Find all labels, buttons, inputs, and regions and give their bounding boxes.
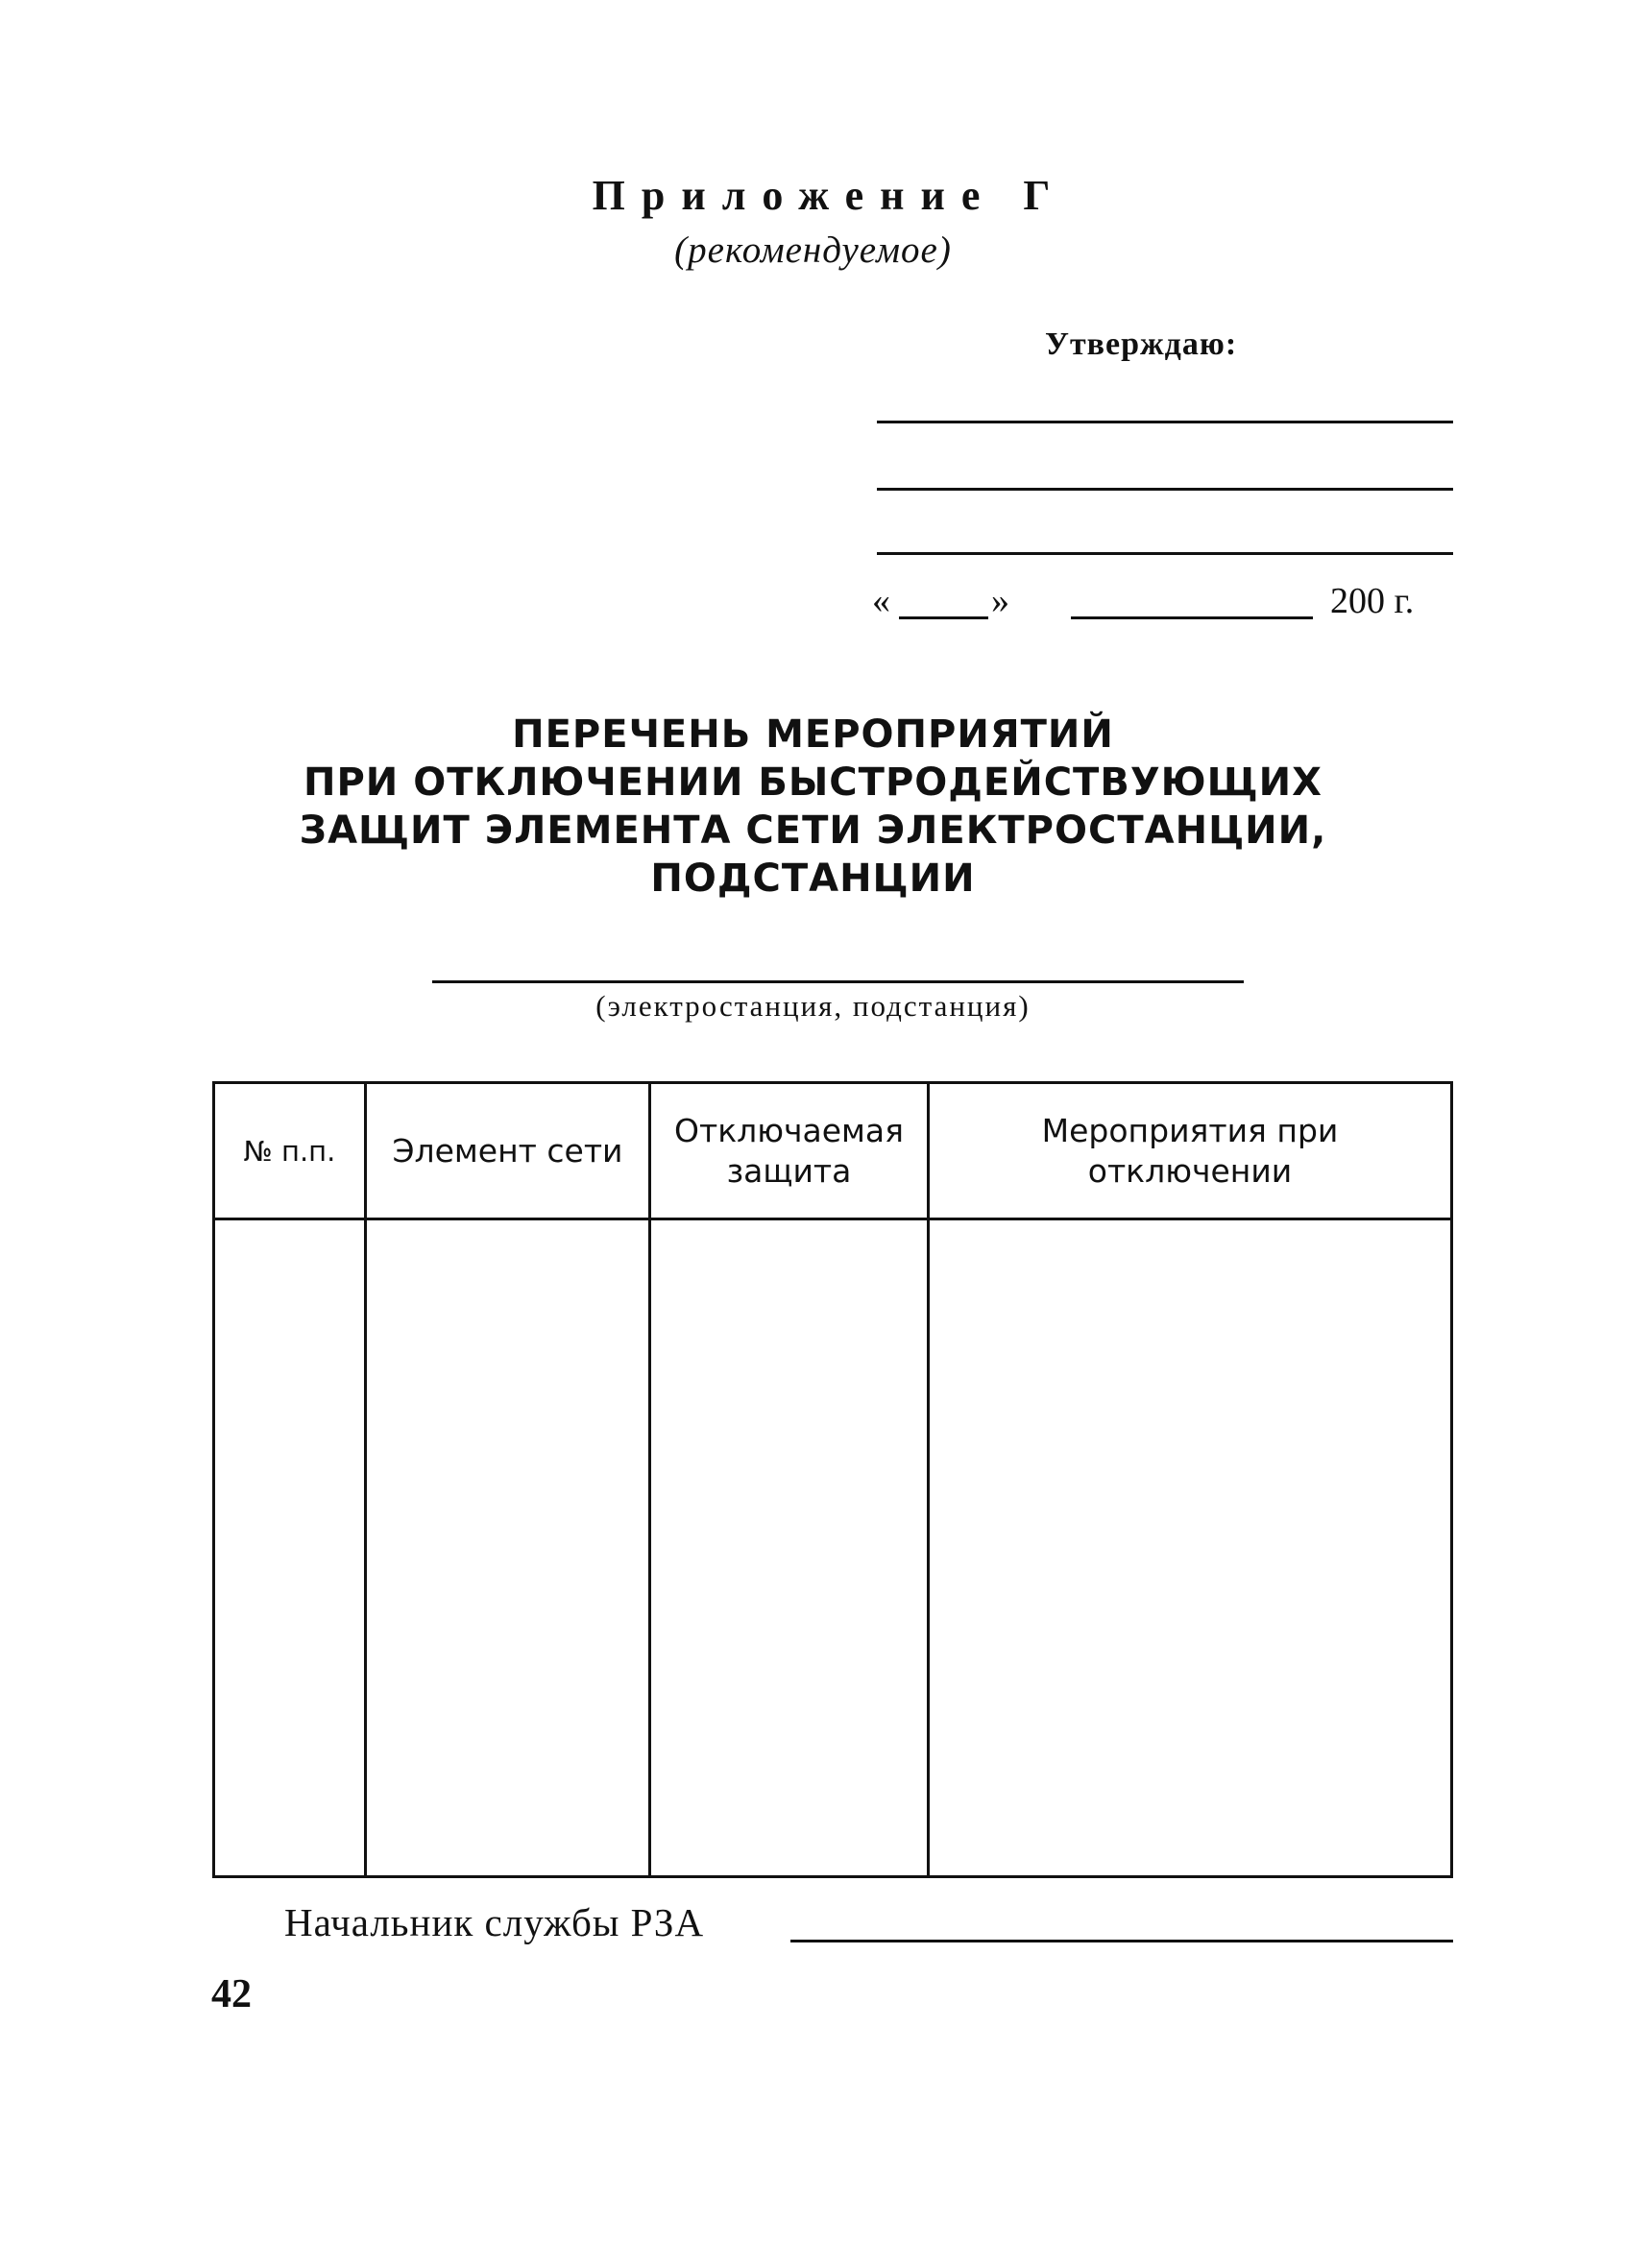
document-title [0, 711, 1626, 903]
date-month-field[interactable] [1071, 616, 1313, 619]
appendix-title: Приложение Г [592, 172, 1067, 219]
date-year: 200 г. [1330, 581, 1415, 621]
table-header-element: Элемент сети [392, 1131, 623, 1170]
approval-label: Утверждаю: [1045, 326, 1238, 362]
title-line-3: ЗАЩИТ ЭЛЕМЕНТА СЕТИ ЭЛЕКТРОСТАНЦИИ, [299, 808, 1327, 853]
table-header-number: № п.п. [243, 1134, 336, 1168]
approval-line-2[interactable] [877, 488, 1453, 491]
plant-name-field[interactable] [432, 980, 1244, 983]
date-day-field[interactable] [899, 616, 988, 619]
table-header-protection: Отключаемая защита [674, 1111, 904, 1190]
date-close-quote: » [991, 581, 1009, 621]
plant-caption: (электростанция, подстанция) [595, 989, 1031, 1023]
approval-line-1[interactable] [877, 421, 1453, 423]
appendix-subtitle: (рекомендуемое) [674, 229, 952, 271]
title-line-2: ПРИ ОТКЛЮЧЕНИИ БЫСТРОДЕЙСТВУЮЩИХ [303, 760, 1323, 805]
approval-date-row [872, 580, 1458, 634]
table-header-measures: Мероприятия при отключении [1041, 1111, 1339, 1190]
signature-label: Начальник службы РЗА [284, 1900, 705, 1944]
signature-field[interactable] [790, 1940, 1453, 1942]
date-open-quote: « [872, 581, 890, 621]
title-line-1: ПЕРЕЧЕНЬ МЕРОПРИЯТИЙ [512, 712, 1114, 757]
approval-line-3[interactable] [877, 552, 1453, 555]
table-header-divider [212, 1218, 1453, 1220]
title-line-4: ПОДСТАНЦИИ [650, 857, 976, 901]
page-number: 42 [211, 1972, 252, 2016]
